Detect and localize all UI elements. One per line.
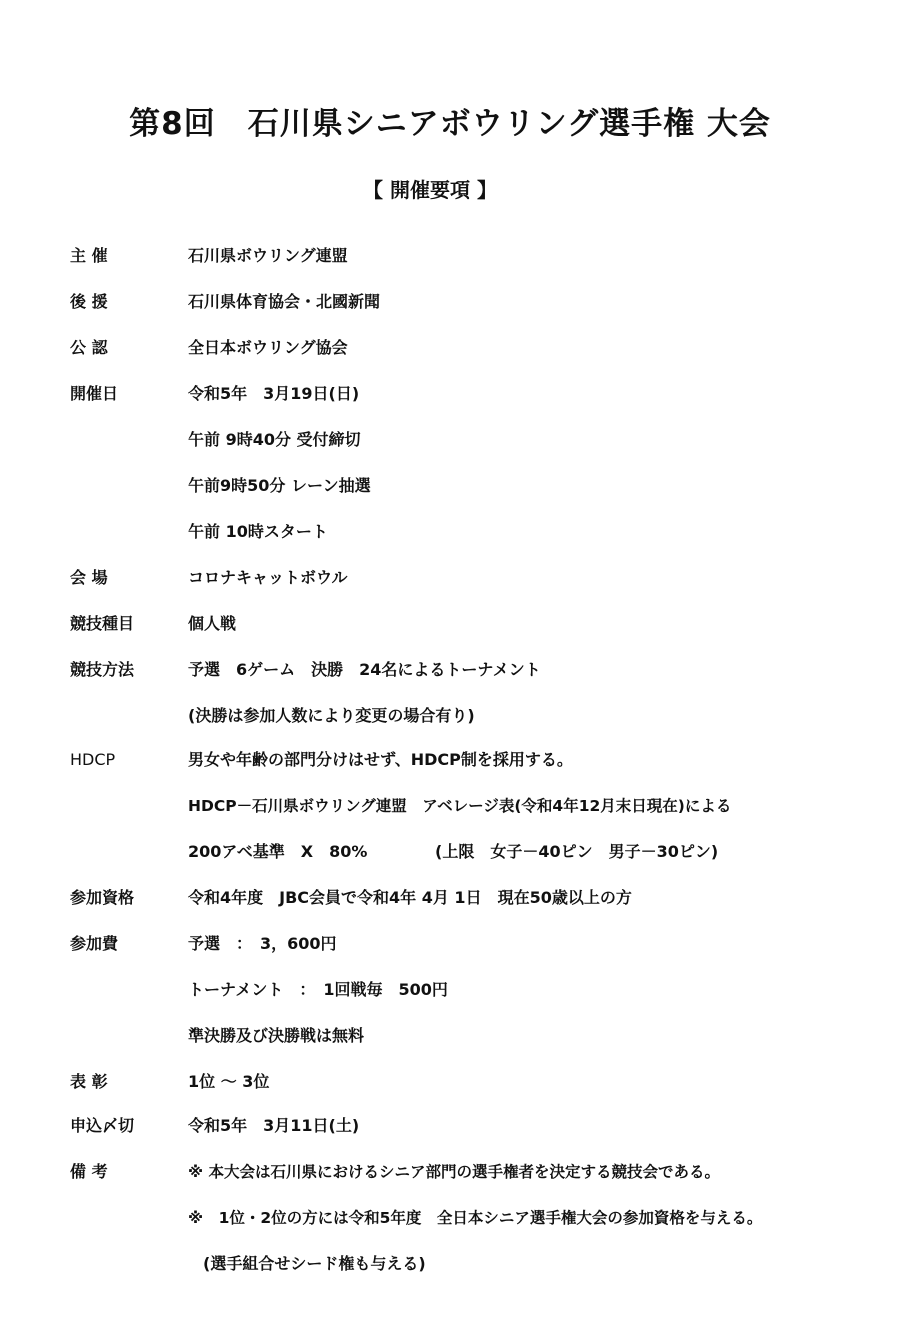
row-label: 参加資格 <box>70 888 135 907</box>
document-subtitle: 【 開催要項 】 <box>363 178 497 202</box>
row-value: 200アベ基準 X 80% <box>188 842 368 861</box>
row-remarks-seed <box>0 1249 900 1279</box>
row-hdcp-basis <box>0 837 900 867</box>
row-fee-free <box>0 1021 900 1051</box>
row-hdcp-average <box>0 791 900 821</box>
row-date <box>0 379 900 409</box>
row-event-type <box>0 609 900 639</box>
row-label: HDCP <box>70 750 116 769</box>
row-fee <box>0 929 900 959</box>
row-value: 令和5年 3月19日(日) <box>188 384 360 403</box>
row-fee-tournament <box>0 975 900 1005</box>
row-venue <box>0 563 900 593</box>
row-certified <box>0 333 900 363</box>
row-label: 競技方法 <box>70 660 135 679</box>
row-start-time <box>0 517 900 547</box>
row-value: ※ 本大会は石川県におけるシニア部門の選手権者を決定する競技会である。 <box>188 1163 720 1181</box>
row-label: 会 場 <box>70 568 108 587</box>
hdcp-limit-note: (上限 女子－40ピン 男子－30ピン) <box>435 842 719 861</box>
row-label: 表 彰 <box>70 1072 108 1091</box>
row-format-note <box>0 701 900 731</box>
row-value: 予選 6ゲーム 決勝 24名によるトーナメント <box>188 660 541 679</box>
row-label: 競技種目 <box>70 614 135 633</box>
row-value: 令和4年度 JBC会員で令和4年 4月 1日 現在50歳以上の方 <box>188 888 632 907</box>
row-value: 午前 10時スタート <box>188 522 328 541</box>
row-value: 準決勝及び決勝戦は無料 <box>188 1026 365 1045</box>
row-value: (決勝は参加人数により変更の場合有り) <box>188 706 475 725</box>
row-value: 石川県ボウリング連盟 <box>188 246 348 265</box>
row-host <box>0 241 900 271</box>
row-value: 1位 ～ 3位 <box>188 1072 270 1091</box>
row-label: 後 援 <box>70 292 108 311</box>
row-value: (選手組合せシード権も与える) <box>203 1254 426 1273</box>
row-label: 申込〆切 <box>70 1116 135 1135</box>
row-value: 午前 9時40分 受付締切 <box>188 430 361 449</box>
row-format <box>0 655 900 685</box>
row-label: 参加費 <box>70 934 119 953</box>
row-value: 男女や年齢の部門分けはせず、HDCP制を採用する。 <box>188 750 573 769</box>
row-value: 令和5年 3月11日(土) <box>188 1116 360 1135</box>
row-value: コロナキャットボウル <box>188 568 348 587</box>
row-value: 全日本ボウリング協会 <box>188 338 348 357</box>
row-hdcp <box>0 745 900 775</box>
row-remarks <box>0 1157 900 1187</box>
row-label: 公 認 <box>70 338 108 357</box>
row-value: 個人戦 <box>188 614 237 633</box>
row-label: 主 催 <box>70 246 108 265</box>
row-value: 予選 ： 3，600円 <box>188 934 337 953</box>
row-value: 午前9時50分 レーン抽選 <box>188 476 371 495</box>
row-value: 石川県体育協会・北國新聞 <box>188 292 381 311</box>
row-value: HDCP－石川県ボウリング連盟 アベレージ表(令和4年12月末日現在)による <box>188 797 732 815</box>
row-application-deadline <box>0 1111 900 1141</box>
row-reception-deadline <box>0 425 900 455</box>
row-lane-draw <box>0 471 900 501</box>
row-value: トーナメント ： 1回戦毎 500円 <box>188 980 448 999</box>
row-awards <box>0 1067 900 1097</box>
row-remarks-qualification <box>0 1203 900 1233</box>
document-title: 第8回 石川県シニアボウリング選手権 大会 <box>129 106 771 142</box>
row-label: 備 考 <box>70 1162 108 1181</box>
row-support <box>0 287 900 317</box>
row-eligibility <box>0 883 900 913</box>
row-label: 開催日 <box>70 384 119 403</box>
row-value: ※ 1位・2位の方には令和5年度 全日本シニア選手権大会の参加資格を与える。 <box>188 1209 763 1227</box>
